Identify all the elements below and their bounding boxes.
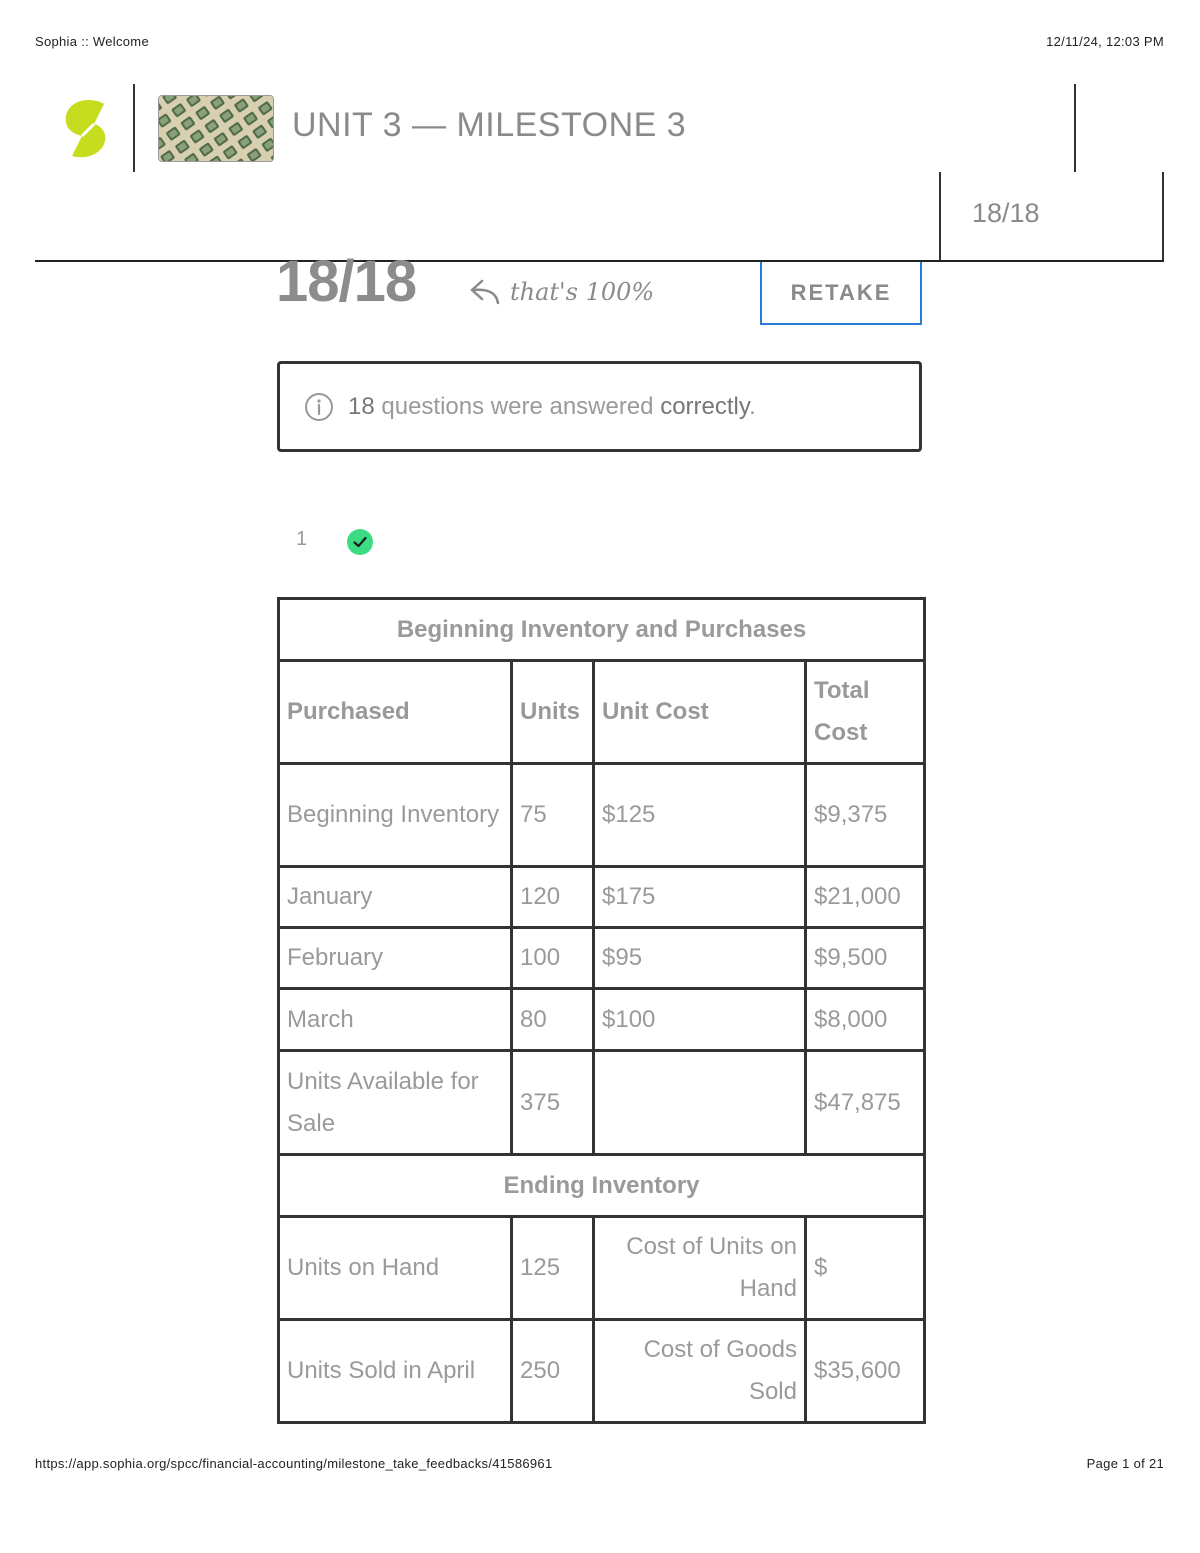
- table-row: [279, 867, 925, 928]
- summary-middle: questions were answered: [381, 392, 654, 420]
- check-circle-icon: [346, 528, 374, 556]
- header-bottom-border: [35, 260, 1164, 262]
- table-title: Beginning Inventory and Purchases: [279, 599, 925, 661]
- table-cell: $9,375: [806, 764, 925, 867]
- table-cell: 75: [512, 764, 594, 867]
- column-header: Purchased: [279, 661, 512, 764]
- column-header: Unit Cost: [594, 661, 806, 764]
- table-cell: $8,000: [806, 989, 925, 1051]
- table-cell: 375: [512, 1051, 594, 1155]
- table-cell: Cost of Units on Hand: [594, 1217, 806, 1320]
- table-cell: 100: [512, 928, 594, 989]
- info-icon: [304, 392, 334, 422]
- table-cell: $: [806, 1217, 925, 1320]
- column-header: Units: [512, 661, 594, 764]
- summary-end: .: [749, 392, 756, 420]
- table-cell: Cost of Goods Sold: [594, 1320, 806, 1423]
- table-section-title: Ending Inventory: [279, 1155, 925, 1217]
- score-box-divider: [1162, 172, 1164, 262]
- table-cell: 125: [512, 1217, 594, 1320]
- results-summary: [277, 361, 922, 452]
- retake-button[interactable]: RETAKE: [760, 262, 922, 325]
- table-cell: $100: [594, 989, 806, 1051]
- score-display: 18/18: [276, 249, 417, 314]
- table-cell: 250: [512, 1320, 594, 1423]
- table-cell: $95: [594, 928, 806, 989]
- table-row: [279, 928, 925, 989]
- money-thumbnail-icon: [158, 95, 274, 162]
- table-cell: February: [279, 928, 512, 989]
- table-row: [279, 1320, 925, 1423]
- print-datetime: 12/11/24, 12:03 PM: [1046, 34, 1164, 49]
- table-cell: $21,000: [806, 867, 925, 928]
- table-cell: Units Available for Sale: [279, 1051, 512, 1155]
- score-box-divider: [939, 172, 941, 262]
- table-row: [279, 764, 925, 867]
- inventory-table: [277, 597, 926, 1424]
- table-cell: Units on Hand: [279, 1217, 512, 1320]
- header-divider: [1074, 84, 1076, 172]
- sophia-logo-icon[interactable]: [58, 96, 118, 162]
- column-header: Total Cost: [806, 661, 925, 764]
- print-page-title: Sophia :: Welcome: [35, 34, 149, 49]
- table-cell: $35,600: [806, 1320, 925, 1423]
- table-row: [279, 1217, 925, 1320]
- header-divider: [133, 84, 135, 172]
- question-number: 1: [296, 528, 308, 550]
- table-cell: $47,875: [806, 1051, 925, 1155]
- header-score: 18/18: [972, 198, 1040, 228]
- summary-text: [348, 393, 756, 421]
- table-cell: Beginning Inventory: [279, 764, 512, 867]
- table-cell: $175: [594, 867, 806, 928]
- back-arrow-icon: [468, 277, 502, 307]
- table-row: [279, 989, 925, 1051]
- table-cell: January: [279, 867, 512, 928]
- table-cell: $125: [594, 764, 806, 867]
- page-title: UNIT 3 — MILESTONE 3: [292, 106, 687, 144]
- table-cell: 80: [512, 989, 594, 1051]
- table-cell: March: [279, 989, 512, 1051]
- score-praise: that's 100%: [510, 278, 655, 306]
- table-row: [279, 1051, 925, 1155]
- print-page-number: Page 1 of 21: [1086, 1456, 1164, 1471]
- table-cell: $9,500: [806, 928, 925, 989]
- table-cell: 120: [512, 867, 594, 928]
- table-cell: [594, 1051, 806, 1155]
- print-url: https://app.sophia.org/spcc/financial-accounting/milestone_take_feedbacks/41586961: [35, 1456, 553, 1471]
- summary-strong: correctly: [660, 392, 750, 420]
- table-cell: Units Sold in April: [279, 1320, 512, 1423]
- correct-count: 18: [348, 392, 375, 420]
